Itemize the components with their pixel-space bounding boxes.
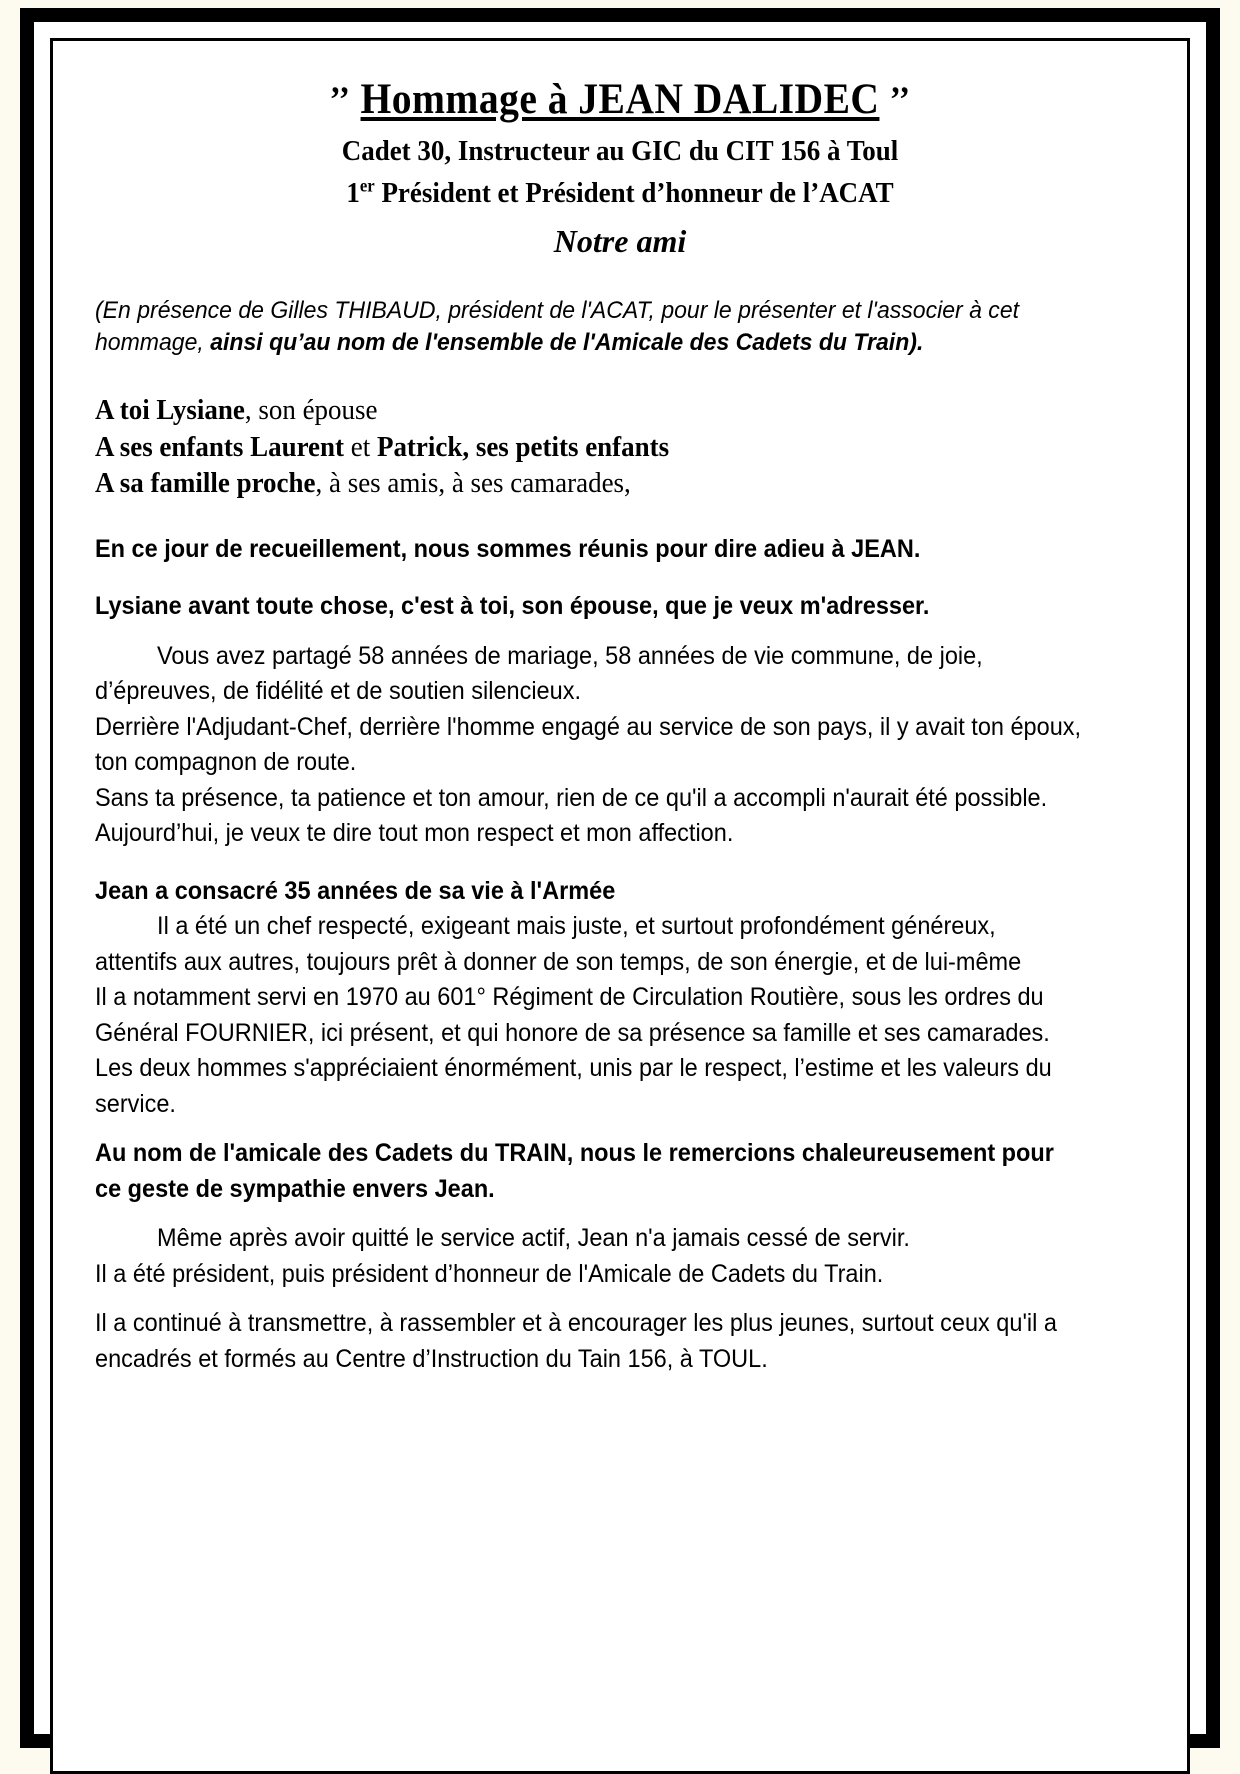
paragraph-transmettre-toul: Il a continué à transmettre, à rassembler et à encourager les plus jeunes, surtout ceux qu'il a encadrés et formés au Centre d’Instruction du Tain 156, à TOUL. [95, 1309, 1057, 1373]
subtitle-presidency-text: Président et Président d’honneur de l’ACAT [374, 177, 894, 210]
document-inner-border [50, 38, 1190, 1774]
subtitle-notre-ami: Notre ami [553, 222, 687, 259]
address-spouse-bold: A toi Lysiane [95, 394, 245, 427]
paragraph-never-stopped-serving-text: Même après avoir quitté le service actif, Jean n'a jamais cessé de servir. [157, 1224, 910, 1253]
paragraph-gathering: En ce jour de recueillement, nous sommes réunis pour dire adieu à JEAN. [95, 534, 921, 563]
document-content [53, 41, 1187, 1377]
paragraph-601-regiment: Il a notamment servi en 1970 au 601° Régiment de Circulation Routière, sous les ordres du Général FOURNIER, ici présent, et qui honore de sa présence sa famille et ses camarades. [95, 983, 1050, 1047]
spacer [95, 625, 1145, 639]
paragraph-58-years [95, 639, 1082, 710]
title-open-quote: ’’ [329, 79, 351, 119]
paragraph-presence-patience: Sans ta présence, ta patience et ton amour, rien de ce qu'il a accompli n'aurait été possible. [95, 783, 1048, 812]
document-outer-border [20, 8, 1220, 1748]
subtitle-presidency [132, 172, 1109, 214]
address-children-regular: et [344, 430, 377, 463]
spacer [95, 1292, 1145, 1306]
paragraph-two-men: Les deux hommes s'appréciaient énormément, unis par le respect, l’estime et les valeurs du service. [95, 1054, 1052, 1118]
paragraph-respect-affection: Aujourd’hui, je veux te dire tout mon respect et mon affection. [95, 819, 734, 848]
parenthetical-note [95, 295, 1082, 361]
paragraph-chef-respecte [95, 909, 1082, 980]
paragraph-never-stopped-serving [95, 1221, 1082, 1257]
paragraph-58-years-text: Vous avez partagé 58 années de mariage, 58 années de vie commune, de joie, d’épreuves, de fidélité et de soutien silencieux. [95, 641, 983, 706]
address-spouse-regular: , son épouse [244, 394, 378, 427]
subtitle-rank-posting: Cadet 30, Instructeur au GIC du CIT 156 à Toul [341, 135, 899, 168]
paragraph-35-years-army: Jean a consacré 35 années de sa vie à l'Armée [95, 876, 616, 905]
spacer [95, 502, 1145, 532]
title-main-text: Hommage à JEAN DALIDEC [360, 76, 880, 123]
title-close-quote: ’’ [889, 79, 911, 119]
address-children-bold-b: Patrick, ses petits enfants [376, 430, 670, 463]
address-line-family [95, 465, 1072, 502]
spacer [95, 852, 1145, 874]
address-family-regular: , à ses amis, à ses camarades, [315, 467, 631, 500]
spacer [95, 567, 1145, 589]
paragraph-addressing-lysiane: Lysiane avant toute chose, c'est à toi, son épouse, que je veux m'adresser. [95, 592, 930, 621]
spacer [95, 1207, 1145, 1221]
address-family-bold: A sa famille proche [95, 467, 316, 500]
page-title [137, 75, 1103, 124]
subtitle-presidency-ordinal-suffix: er [359, 175, 375, 196]
address-line-children [95, 429, 1072, 466]
subtitle-presidency-ordinal: 1 [346, 177, 360, 210]
note-bold-part: ainsi qu’au nom de l'ensemble de l'Amicale des Cadets du Train). [210, 329, 924, 357]
paragraph-adjudant-chef: Derrière l'Adjudant-Chef, derrière l'homme engagé au service de son pays, il y avait ton époux, ton compagnon de route. [95, 712, 1082, 777]
address-children-bold-a: A ses enfants Laurent [95, 430, 345, 463]
address-line-spouse [95, 392, 1072, 429]
spacer [95, 1122, 1145, 1136]
address-block [95, 392, 1072, 502]
note-regular-part: (En présence de Gilles THIBAUD, président de l'ACAT, pour le présenter et l'associer à cet hommage, [95, 296, 1020, 357]
paragraph-chef-respecte-text: Il a été un chef respecté, exigeant mais juste, et surtout profondément généreux, attentifs aux autres, toujours prêt à donner de son temps, de son énergie, et de lui-même [95, 912, 1022, 976]
paragraph-president-honneur: Il a été président, puis président d’honneur de l'Amicale de Cadets du Train. [95, 1259, 884, 1288]
paragraph-thanks-amicale: Au nom de l'amicale des Cadets du TRAIN, nous le remercions chaleureusement pour ce geste de sympathie envers Jean. [95, 1139, 1054, 1203]
